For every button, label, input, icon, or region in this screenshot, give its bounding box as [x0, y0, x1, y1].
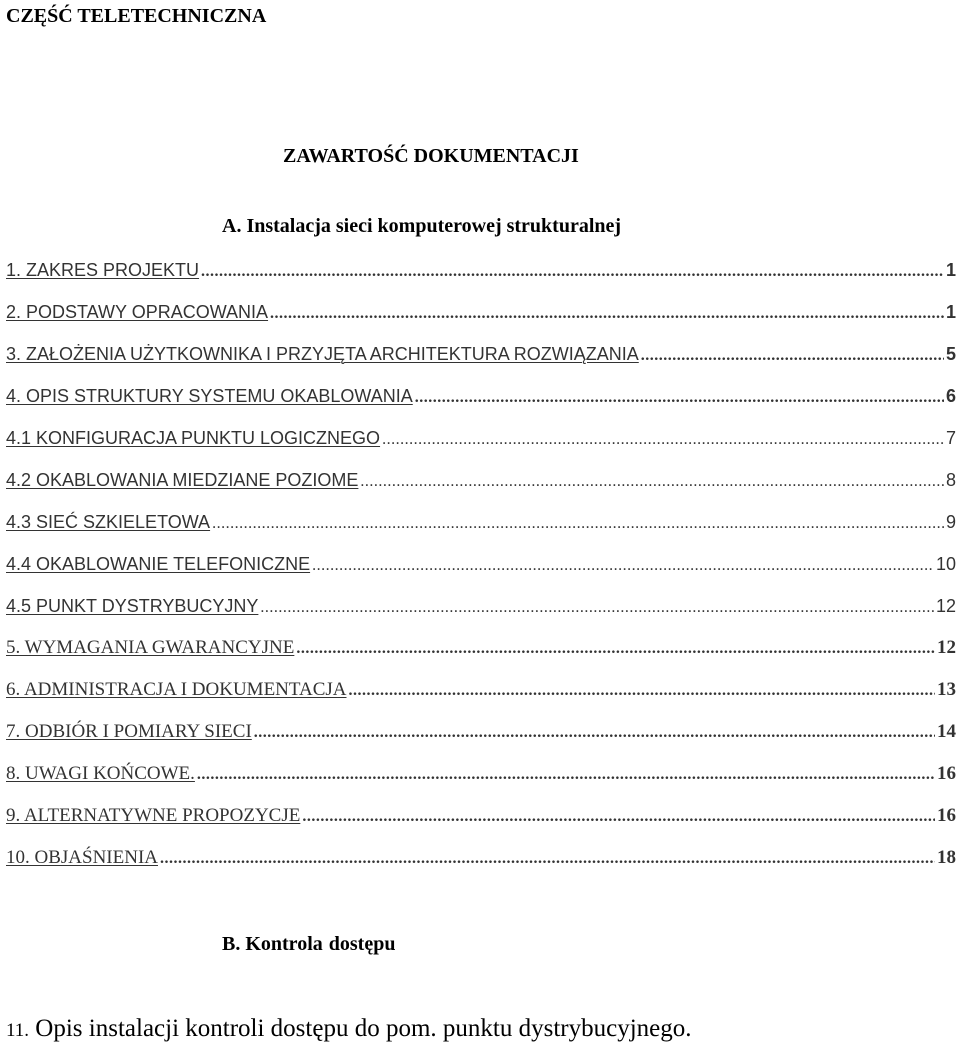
toc-entry-leader-dots [160, 847, 935, 871]
toc-entry-leader-dots [201, 260, 944, 284]
toc-entry[interactable] [6, 762, 956, 804]
toc-entry[interactable] [6, 594, 956, 636]
toc-entry[interactable] [6, 384, 956, 426]
toc-entry-page-number[interactable]: 1 [945, 302, 956, 322]
toc-entry-page-number[interactable]: 7 [945, 428, 956, 448]
section-b-title-part1: B. Kontrola [222, 933, 323, 955]
section-b-item-number: 11. [6, 1020, 30, 1041]
toc-entry-leader-dots [254, 721, 935, 745]
toc-entry-leader-dots [270, 302, 944, 326]
table-of-contents [6, 258, 956, 888]
toc-entry-label[interactable]: 4.2 OKABLOWANIA MIEDZIANE POZIOME [6, 470, 359, 490]
toc-entry-page-number[interactable]: 14 [937, 721, 956, 742]
toc-entry-leader-dots [296, 637, 935, 661]
toc-entry-label[interactable]: 1. ZAKRES PROJEKTU [6, 260, 200, 280]
section-b-title-part2: dostępu [328, 933, 396, 955]
section-b-title [222, 932, 395, 956]
toc-entry-page-number[interactable]: 1 [945, 260, 956, 280]
toc-entry-label[interactable]: 9. ALTERNATYWNE PROPOZYCJE [6, 805, 301, 826]
toc-entry-page-number[interactable]: 13 [937, 679, 956, 700]
toc-entry-leader-dots [312, 554, 934, 578]
toc-entry[interactable] [6, 258, 956, 300]
toc-entry[interactable] [6, 636, 956, 678]
toc-entry-label[interactable]: 4. OPIS STRUKTURY SYSTEMU OKABLOWANIA [6, 386, 413, 406]
section-b-item-text: Opis instalacji kontroli dostępu do pom. punktu dystrybucyjnego. [29, 1015, 692, 1042]
toc-entry-leader-dots [197, 763, 935, 787]
toc-entry-leader-dots [415, 386, 944, 410]
toc-entry[interactable] [6, 846, 956, 888]
toc-entry[interactable] [6, 678, 956, 720]
toc-entry-page-number[interactable]: 16 [937, 805, 956, 826]
section-a-title: A. Instalacja sieci komputerowej strukturalnej [222, 215, 622, 237]
toc-entry-page-number[interactable]: 6 [945, 386, 956, 406]
toc-entry[interactable] [6, 426, 956, 468]
toc-entry[interactable] [6, 468, 956, 510]
toc-entry-page-number[interactable]: 12 [935, 596, 956, 616]
toc-entry[interactable] [6, 552, 956, 594]
toc-entry-label[interactable]: 4.5 PUNKT DYSTRYBUCYJNY [6, 596, 259, 616]
toc-entry-leader-dots [302, 805, 935, 829]
toc-entry-leader-dots [212, 512, 944, 536]
toc-entry-page-number[interactable]: 9 [945, 512, 956, 532]
toc-entry[interactable] [6, 300, 956, 342]
toc-entry-page-number[interactable]: 8 [945, 470, 956, 490]
toc-entry-leader-dots [260, 596, 934, 620]
toc-entry-label[interactable]: 4.3 SIEĆ SZKIELETOWA [6, 512, 211, 532]
toc-entry[interactable] [6, 510, 956, 552]
document-heading: ZAWARTOŚĆ DOKUMENTACJI [283, 145, 579, 167]
toc-entry-leader-dots [641, 344, 944, 368]
header-title: CZĘŚĆ TELETECHNICZNA [6, 5, 267, 27]
toc-entry-label[interactable]: 4.1 KONFIGURACJA PUNKTU LOGICZNEGO [6, 428, 381, 448]
toc-entry-page-number[interactable]: 16 [937, 763, 956, 784]
toc-entry-label[interactable]: 8. UWAGI KOŃCOWE. [6, 763, 195, 784]
toc-entry[interactable] [6, 342, 956, 384]
toc-entry-leader-dots [360, 470, 944, 494]
toc-entry-page-number[interactable]: 10 [935, 554, 956, 574]
toc-entry-page-number[interactable]: 18 [937, 847, 956, 868]
toc-entry[interactable] [6, 804, 956, 846]
toc-entry-label[interactable]: 5. WYMAGANIA GWARANCYJNE [6, 637, 295, 658]
toc-entry[interactable] [6, 720, 956, 762]
toc-entry-label[interactable]: 10. OBJAŚNIENIA [6, 847, 158, 868]
toc-entry-label[interactable]: 7. ODBIÓR I POMIARY SIECI [6, 721, 252, 742]
toc-entry-page-number[interactable]: 5 [945, 344, 956, 364]
toc-entry-label[interactable]: 4.4 OKABLOWANIE TELEFONICZNE [6, 554, 311, 574]
toc-entry-page-number[interactable]: 12 [937, 637, 956, 658]
section-b-item [6, 1014, 692, 1046]
toc-entry-label[interactable]: 6. ADMINISTRACJA I DOKUMENTACJA [6, 679, 347, 700]
toc-entry-leader-dots [382, 428, 944, 452]
toc-entry-label[interactable]: 2. PODSTAWY OPRACOWANIA [6, 302, 269, 322]
toc-entry-label[interactable]: 3. ZAŁOŻENIA UŻYTKOWNIKA I PRZYJĘTA ARCHITEKTURA ROZWIĄZANIA [6, 344, 639, 364]
toc-entry-leader-dots [349, 679, 936, 703]
